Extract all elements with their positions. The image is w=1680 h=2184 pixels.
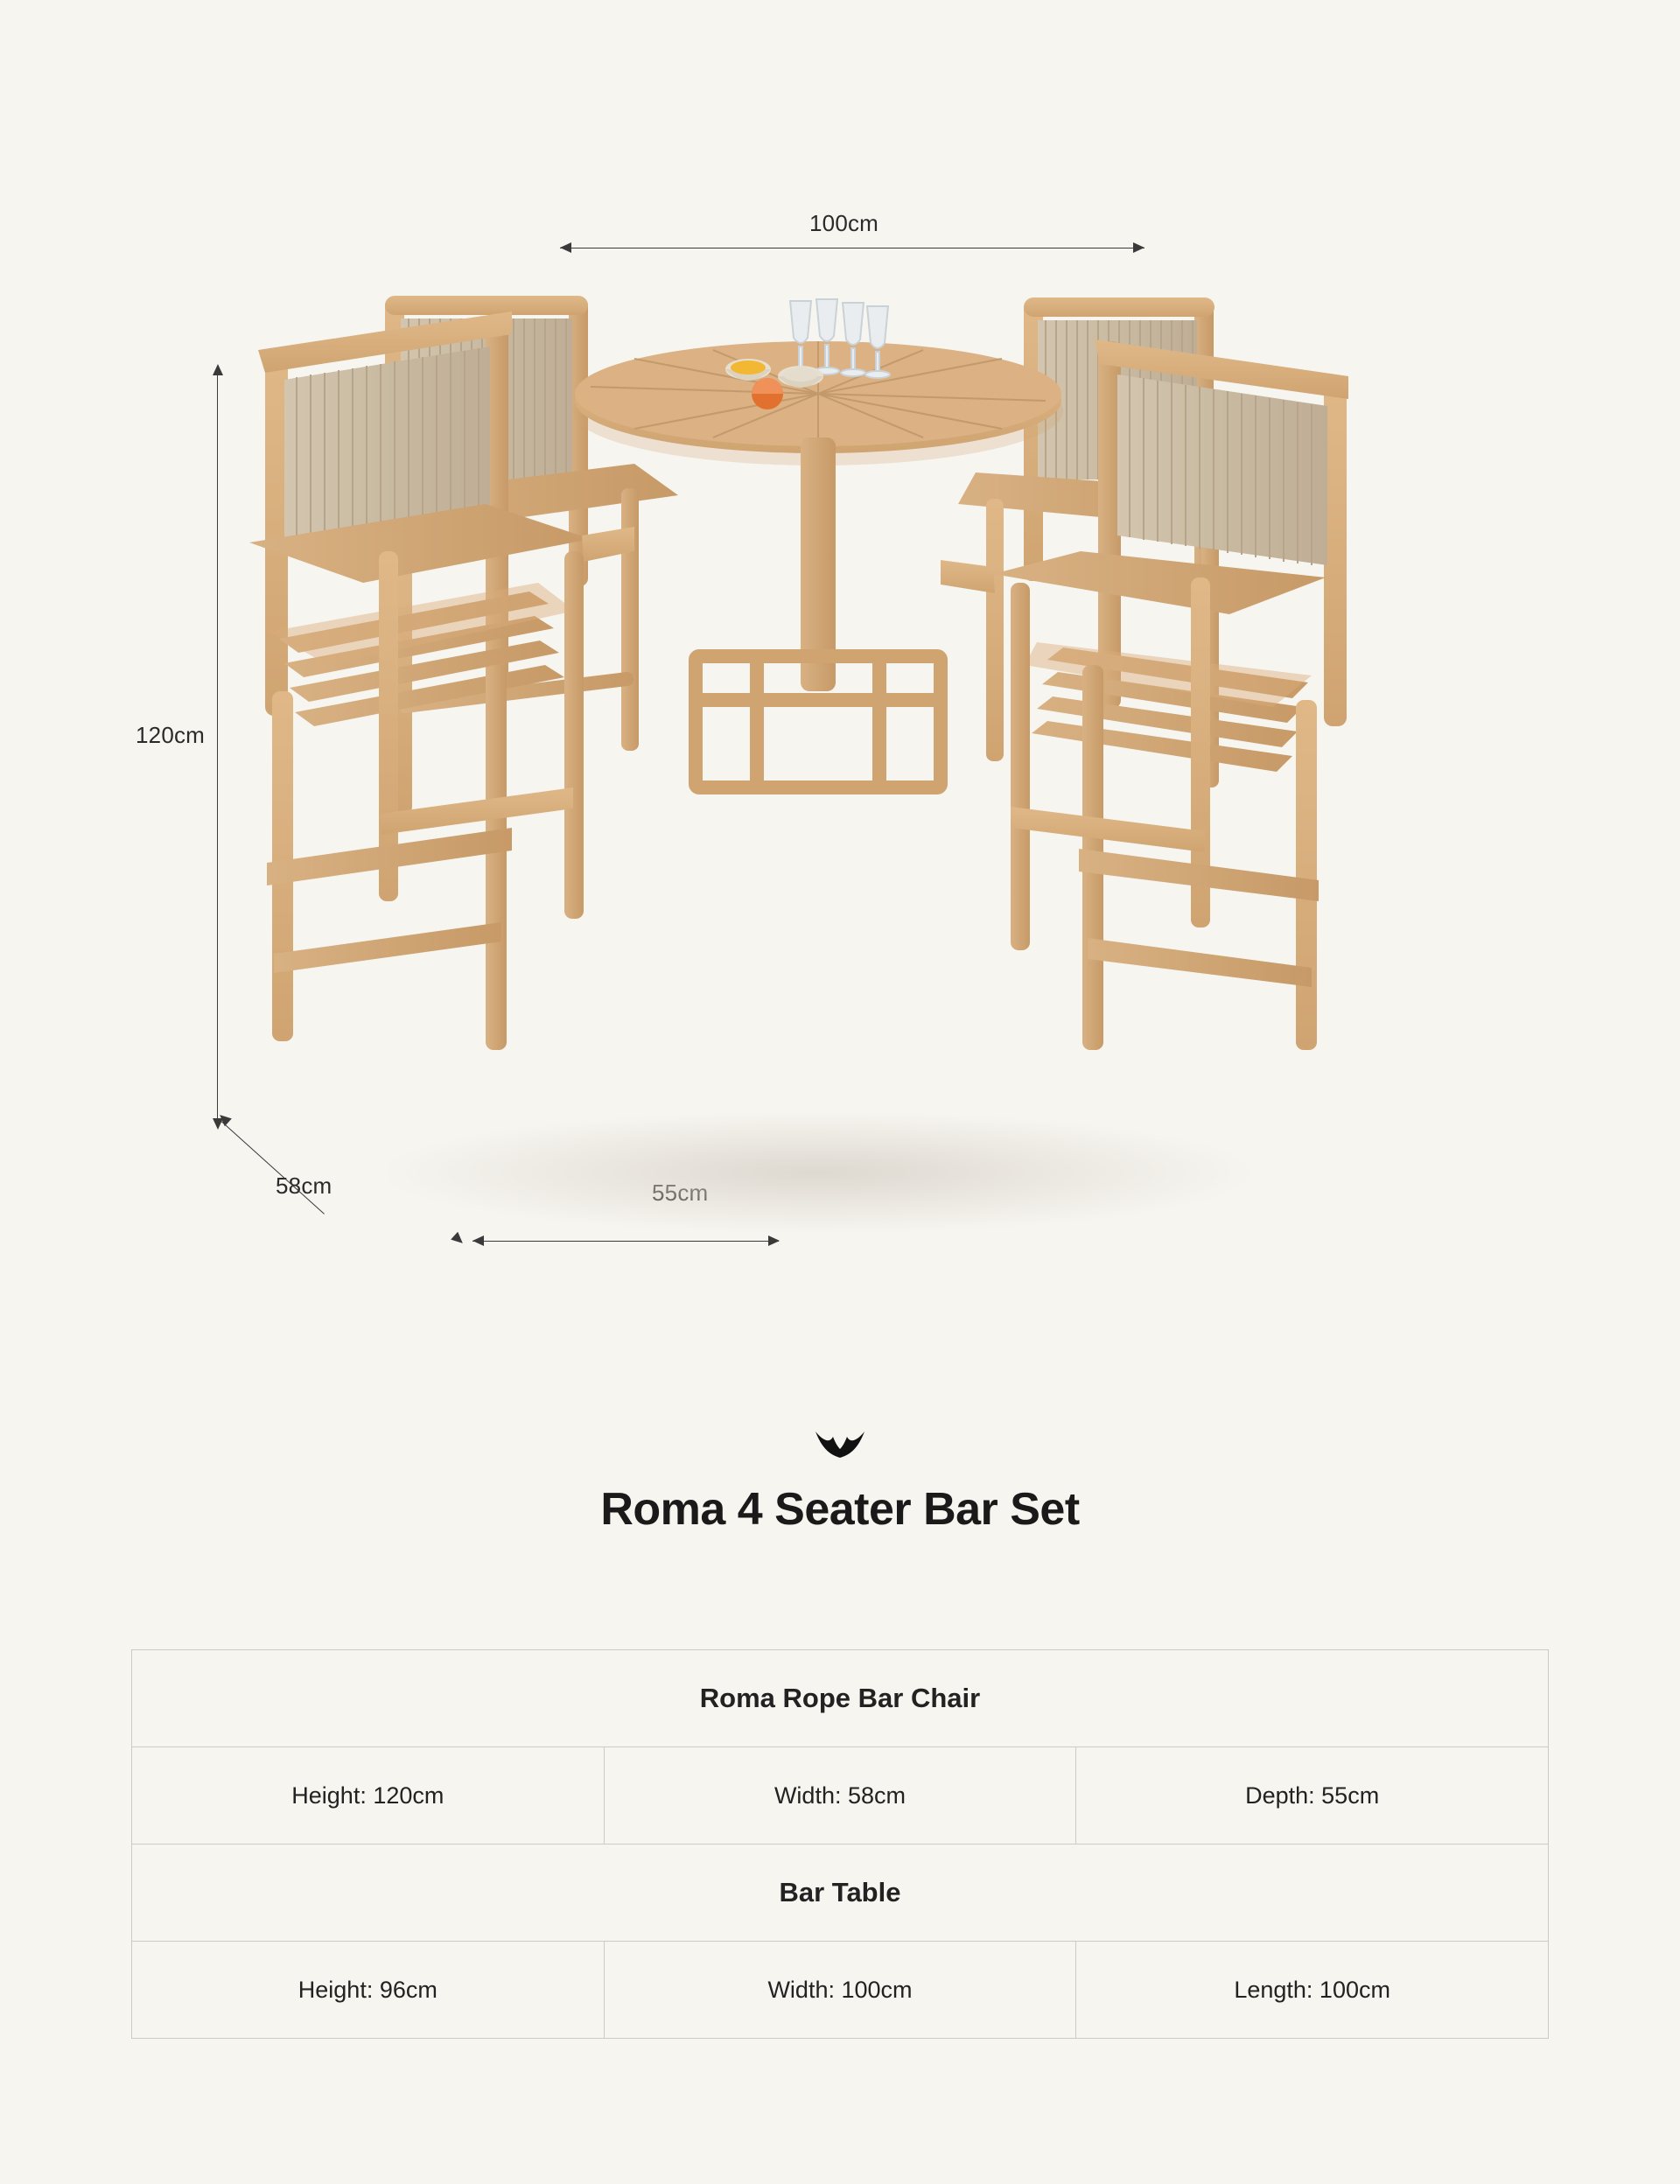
table-width-cell: Width: 100cm	[604, 1942, 1076, 2039]
table-row-chair-heading	[132, 1650, 1549, 1747]
page-title: Roma 4 Seater Bar Set	[600, 1484, 1080, 1535]
bar-set-illustration	[223, 289, 1448, 1260]
table-row-table-heading	[132, 1844, 1549, 1942]
section-heading-chair: Roma Rope Bar Chair	[132, 1650, 1549, 1747]
bar-set-svg	[223, 289, 1448, 1260]
dimension-label-table-width: 100cm	[809, 210, 879, 236]
table-length-cell: Length: 100cm	[1076, 1942, 1549, 2039]
section-heading-table: Bar Table	[132, 1844, 1549, 1942]
crown-icon	[0, 1426, 1680, 1467]
table-height-cell: Height: 96cm	[132, 1942, 605, 2039]
dimension-line-chair-height	[217, 369, 218, 1122]
arrow-right-icon	[1133, 242, 1144, 253]
dimension-label-chair-height: 120cm	[136, 722, 206, 748]
chair-width-cell: Width: 58cm	[604, 1747, 1076, 1844]
dimension-label-chair-width: 58cm	[276, 1172, 332, 1199]
chair-depth-cell: Depth: 55cm	[1076, 1747, 1549, 1844]
specifications-table	[131, 1649, 1549, 2039]
table-row-chair-values	[132, 1747, 1549, 1844]
title-block	[0, 1426, 1680, 1536]
chair-height-cell: Height: 120cm	[132, 1747, 605, 1844]
table-row-table-values	[132, 1942, 1549, 2039]
arrow-left-icon	[560, 242, 571, 253]
arrow-up-icon	[213, 364, 223, 375]
